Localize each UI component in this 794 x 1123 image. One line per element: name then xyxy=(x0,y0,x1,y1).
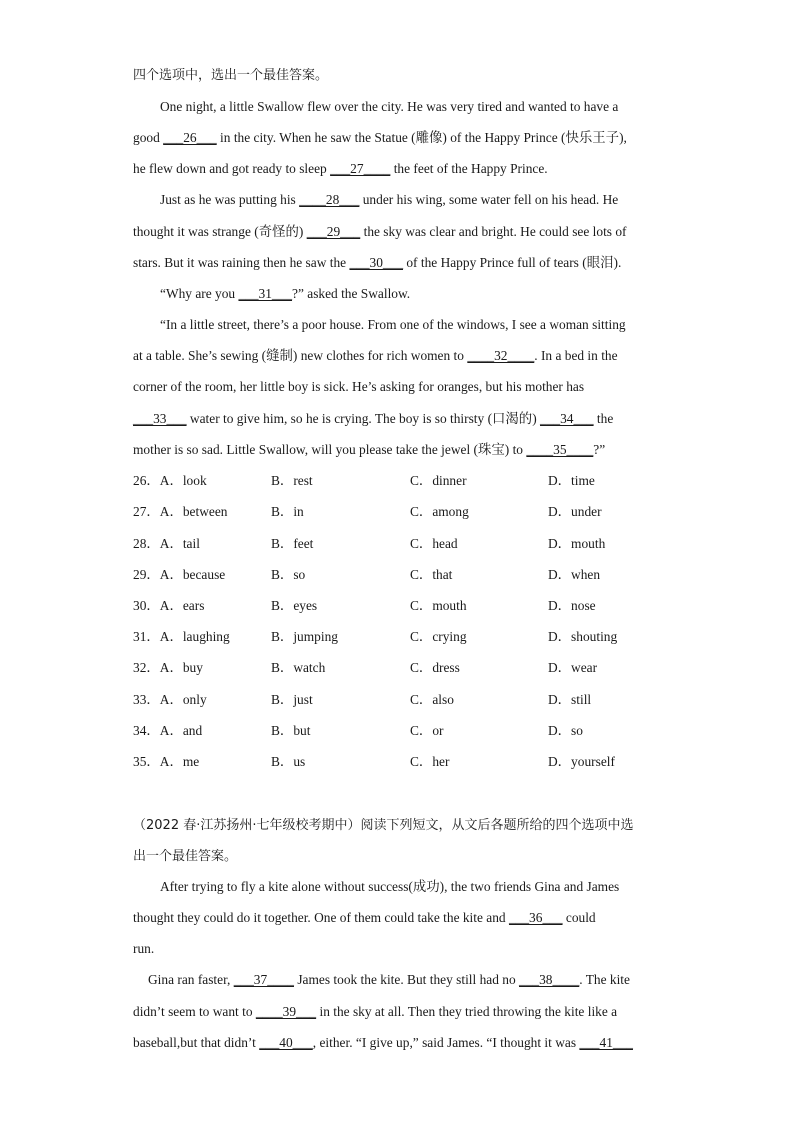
option-d[interactable]: D．yourself xyxy=(548,754,615,769)
option-c[interactable]: C．or xyxy=(410,723,444,738)
question-row xyxy=(133,597,693,615)
option-b[interactable]: B．jumping xyxy=(271,629,338,644)
blank-31[interactable]: ___31___ xyxy=(238,286,293,301)
option-b[interactable]: B．rest xyxy=(271,473,313,488)
passage-line: good ___26___ in the city. When he saw the Statue (雕像) of the Happy Prince (快乐王子), xyxy=(133,130,627,145)
blank-34[interactable]: ___34___ xyxy=(540,411,594,426)
option-b[interactable]: B．watch xyxy=(271,660,326,675)
option-b[interactable]: B．but xyxy=(271,723,311,738)
blank-29[interactable]: ___29___ xyxy=(306,224,361,239)
blank-28[interactable]: ____28___ xyxy=(299,192,360,207)
passage-line: didn’t seem to want to ____39___ in the sky at all. Then they tried throwing the kite like a xyxy=(133,1004,618,1019)
blank-26[interactable]: ___26___ xyxy=(163,130,217,145)
option-c[interactable]: C．dinner xyxy=(410,473,467,488)
blank-40[interactable]: ___40___ xyxy=(259,1035,313,1050)
option-d[interactable]: D．wear xyxy=(548,660,598,675)
passage-line: thought they could do it together. One of them could take the kite and ___36___ could xyxy=(133,910,596,925)
question-number-a[interactable]: 27．A．between xyxy=(133,504,228,519)
blank-33[interactable]: ___33___ xyxy=(133,411,187,426)
section-heading: （2022 春·江苏扬州·七年级校考期中）阅读下列短文，从文后各题所给的四个选项中选 xyxy=(133,818,634,833)
blank-30[interactable]: ___30___ xyxy=(349,255,404,270)
question-number-a[interactable]: 28．A．tail xyxy=(133,536,200,551)
option-d[interactable]: D．when xyxy=(548,567,601,582)
option-b[interactable]: B．eyes xyxy=(271,598,318,613)
option-b[interactable]: B．just xyxy=(271,692,313,707)
question-row xyxy=(133,503,693,521)
option-d[interactable]: D．nose xyxy=(548,598,596,613)
option-c[interactable]: C．that xyxy=(410,567,453,582)
passage-line: “In a little street, there’s a poor house. From one of the windows, I see a woman sitting xyxy=(160,317,626,332)
option-b[interactable]: B．feet xyxy=(271,536,314,551)
option-c[interactable]: C．dress xyxy=(410,660,460,675)
passage-line: thought it was strange (奇怪的) ___29___ the sky was clear and bright. He could see lots of xyxy=(133,224,627,239)
option-b[interactable]: B．us xyxy=(271,754,306,769)
question-row xyxy=(133,566,693,584)
question-number-a[interactable]: 30．A．ears xyxy=(133,598,205,613)
option-d[interactable]: D．under xyxy=(548,504,602,519)
option-c[interactable]: C．crying xyxy=(410,629,467,644)
question-number-a[interactable]: 34．A．and xyxy=(133,723,203,738)
question-row xyxy=(133,753,693,771)
question-number-a[interactable]: 26．A．look xyxy=(133,473,207,488)
section-heading: 出一个最佳答案。 xyxy=(133,849,238,864)
passage-line: baseball,but that didn’t ___40___, either. “I give up,” said James. “I thought it was ___41___ xyxy=(133,1035,633,1050)
passage-line: corner of the room, her little boy is sick. He’s asking for oranges, but his mother has xyxy=(133,379,585,394)
option-c[interactable]: C．mouth xyxy=(410,598,467,613)
option-d[interactable]: D．still xyxy=(548,692,592,707)
passage-line: at a table. She’s sewing (缝制) new clothes for rich women to ____32____. In a bed in the xyxy=(133,348,618,363)
section-heading-tail: 四个选项中，选出一个最佳答案。 xyxy=(133,68,329,83)
passage-line: run. xyxy=(133,941,155,956)
option-d[interactable]: D．time xyxy=(548,473,595,488)
passage-line: stars. But it was raining then he saw the ___30___ of the Happy Prince full of tears (眼泪). xyxy=(133,255,622,270)
blank-38[interactable]: ___38____ xyxy=(519,972,580,987)
question-row xyxy=(133,722,693,740)
blank-32[interactable]: ____32____ xyxy=(467,348,535,363)
question-row xyxy=(133,659,693,677)
passage-line: ___33___ water to give him, so he is crying. The boy is so thirsty (口渴的) ___34___ the xyxy=(133,411,614,426)
option-d[interactable]: D．mouth xyxy=(548,536,606,551)
blank-35[interactable]: ____35____ xyxy=(526,442,594,457)
question-number-a[interactable]: 31．A．laughing xyxy=(133,629,230,644)
blank-37[interactable]: ___37____ xyxy=(233,972,294,987)
question-row xyxy=(133,535,693,553)
blank-41[interactable]: ___41___ xyxy=(579,1035,633,1050)
option-d[interactable]: D．shouting xyxy=(548,629,618,644)
passage-line: After trying to fly a kite alone without success(成功), the two friends Gina and James xyxy=(160,879,620,894)
blank-36[interactable]: ___36___ xyxy=(508,910,563,925)
question-row xyxy=(133,628,693,646)
question-row xyxy=(133,691,693,709)
passage-line: Just as he was putting his ____28___ under his wing, some water fell on his head. He xyxy=(160,192,619,207)
option-c[interactable]: C．her xyxy=(410,754,450,769)
passage-line: One night, a little Swallow flew over the city. He was very tired and wanted to have a xyxy=(160,99,619,114)
option-c[interactable]: C．also xyxy=(410,692,454,707)
option-b[interactable]: B．in xyxy=(271,504,304,519)
option-c[interactable]: C．among xyxy=(410,504,469,519)
option-d[interactable]: D．so xyxy=(548,723,583,738)
blank-27[interactable]: ___27____ xyxy=(330,161,391,176)
option-c[interactable]: C．head xyxy=(410,536,458,551)
question-number-a[interactable]: 29．A．because xyxy=(133,567,226,582)
option-b[interactable]: B．so xyxy=(271,567,306,582)
passage-line: Gina ran faster, ___37____ James took the kite. But they still had no ___38____. The kite xyxy=(148,972,630,987)
passage-line: “Why are you ___31___?” asked the Swallow. xyxy=(160,286,411,301)
blank-39[interactable]: ____39___ xyxy=(255,1004,317,1019)
passage-line: he flew down and got ready to sleep ___27____ the feet of the Happy Prince. xyxy=(133,161,548,176)
question-number-a[interactable]: 32．A．buy xyxy=(133,660,203,675)
passage-line: mother is so sad. Little Swallow, will you please take the jewel (珠宝) to ____35____?” xyxy=(133,442,606,457)
question-row xyxy=(133,472,693,490)
question-number-a[interactable]: 33．A．only xyxy=(133,692,207,707)
question-number-a[interactable]: 35．A．me xyxy=(133,754,200,769)
